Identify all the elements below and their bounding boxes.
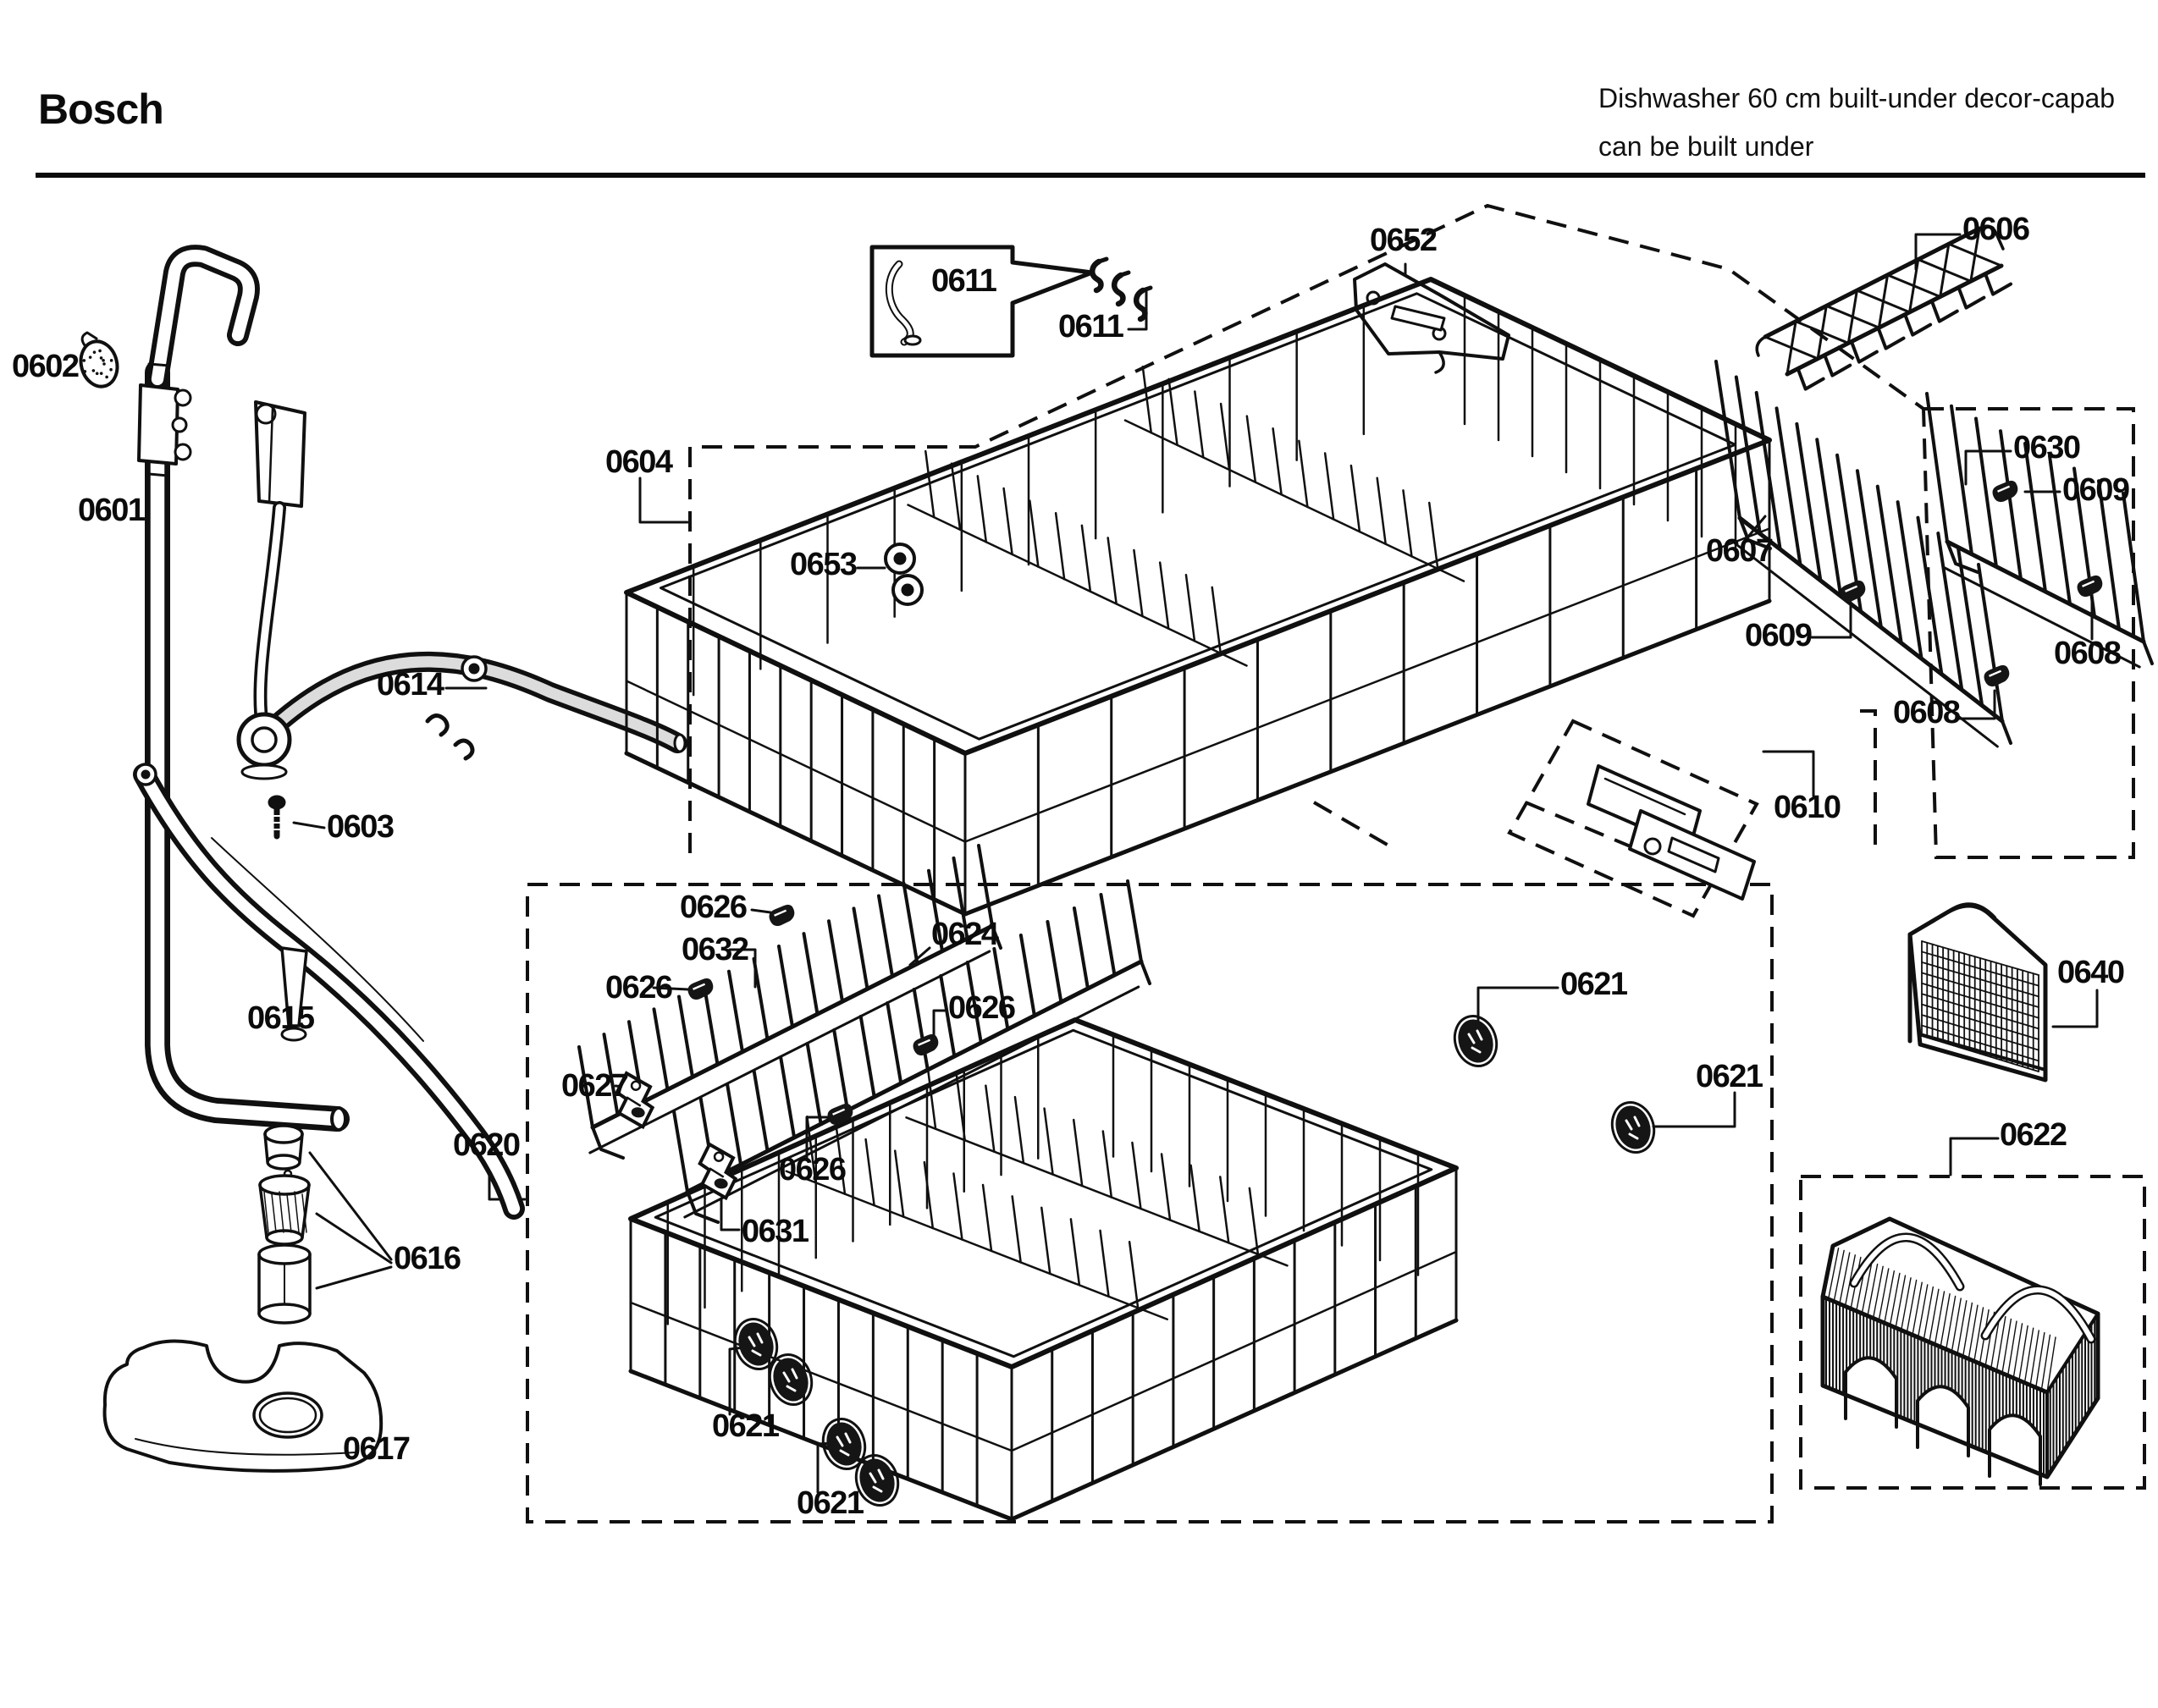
- part-label-0606-13: 0606: [1962, 212, 2029, 247]
- part-label-0608-19: 0608: [1893, 695, 1960, 730]
- lower-rack-0620: [631, 1020, 1456, 1519]
- part-label-0626-25: 0626: [605, 970, 672, 1006]
- part-label-0626-28: 0626: [779, 1152, 846, 1187]
- part-label-0604-8: 0604: [605, 444, 672, 480]
- part-label-0626-23: 0626: [680, 890, 747, 925]
- part-label-0610-20: 0610: [1774, 790, 1841, 825]
- upper-rack-0604: [626, 279, 1769, 914]
- part-label-0652-11: 0652: [1370, 223, 1437, 258]
- part-label-0601-1: 0601: [78, 493, 145, 528]
- part-label-0620-7: 0620: [453, 1127, 520, 1163]
- part-label-0602-0: 0602: [12, 349, 79, 384]
- part-label-0609-17: 0609: [1745, 618, 1812, 653]
- part-label-0621-31: 0621: [1560, 967, 1627, 1002]
- part-label-0630-14: 0630: [2013, 430, 2080, 466]
- cap-0602: [76, 333, 123, 391]
- part-label-0640-21: 0640: [2057, 955, 2124, 990]
- rack-rollers-0653: [886, 544, 922, 604]
- hinge-brackets: [613, 1072, 740, 1199]
- part-label-0626-27: 0626: [948, 990, 1015, 1026]
- part-label-0609-15: 0609: [2062, 472, 2129, 508]
- part-label-0617-6: 0617: [343, 1431, 410, 1467]
- base-plate-0617: [105, 1341, 382, 1470]
- model-description-line2: can be built under: [1598, 131, 1814, 162]
- part-label-0616-5: 0616: [394, 1241, 461, 1276]
- part-label-0607-16: 0607: [1706, 533, 1773, 569]
- part-label-0621-32: 0621: [1696, 1059, 1763, 1094]
- filter-set-0616: [259, 1126, 310, 1323]
- model-description-line1: Dishwasher 60 cm built-under decor-capab: [1598, 83, 2116, 113]
- brand-logo: Bosch: [38, 85, 163, 133]
- part-label-0632-24: 0632: [682, 932, 748, 967]
- part-label-0653-12: 0653: [790, 547, 857, 582]
- screw-0603: [269, 796, 284, 836]
- cup-shelf-0606: [1757, 226, 2011, 389]
- part-label-0615-4: 0615: [247, 1000, 314, 1036]
- part-label-0614-2: 0614: [377, 667, 444, 702]
- part-label-0622-22: 0622: [2000, 1117, 2067, 1153]
- part-label-0611-9: 0611: [931, 263, 996, 299]
- part-label-0621-34: 0621: [797, 1485, 864, 1521]
- cutlery-basket-0622: [1823, 1219, 2098, 1485]
- part-label-0621-33: 0621: [712, 1408, 779, 1444]
- part-label-0608-18: 0608: [2054, 636, 2121, 671]
- mesh-insert-0640: [1910, 904, 2045, 1080]
- part-label-0611-10: 0611: [1058, 309, 1123, 344]
- part-label-0631-30: 0631: [742, 1214, 809, 1249]
- part-label-0603-3: 0603: [327, 809, 394, 845]
- part-label-0627-29: 0627: [561, 1068, 628, 1104]
- part-label-0624-26: 0624: [931, 917, 998, 952]
